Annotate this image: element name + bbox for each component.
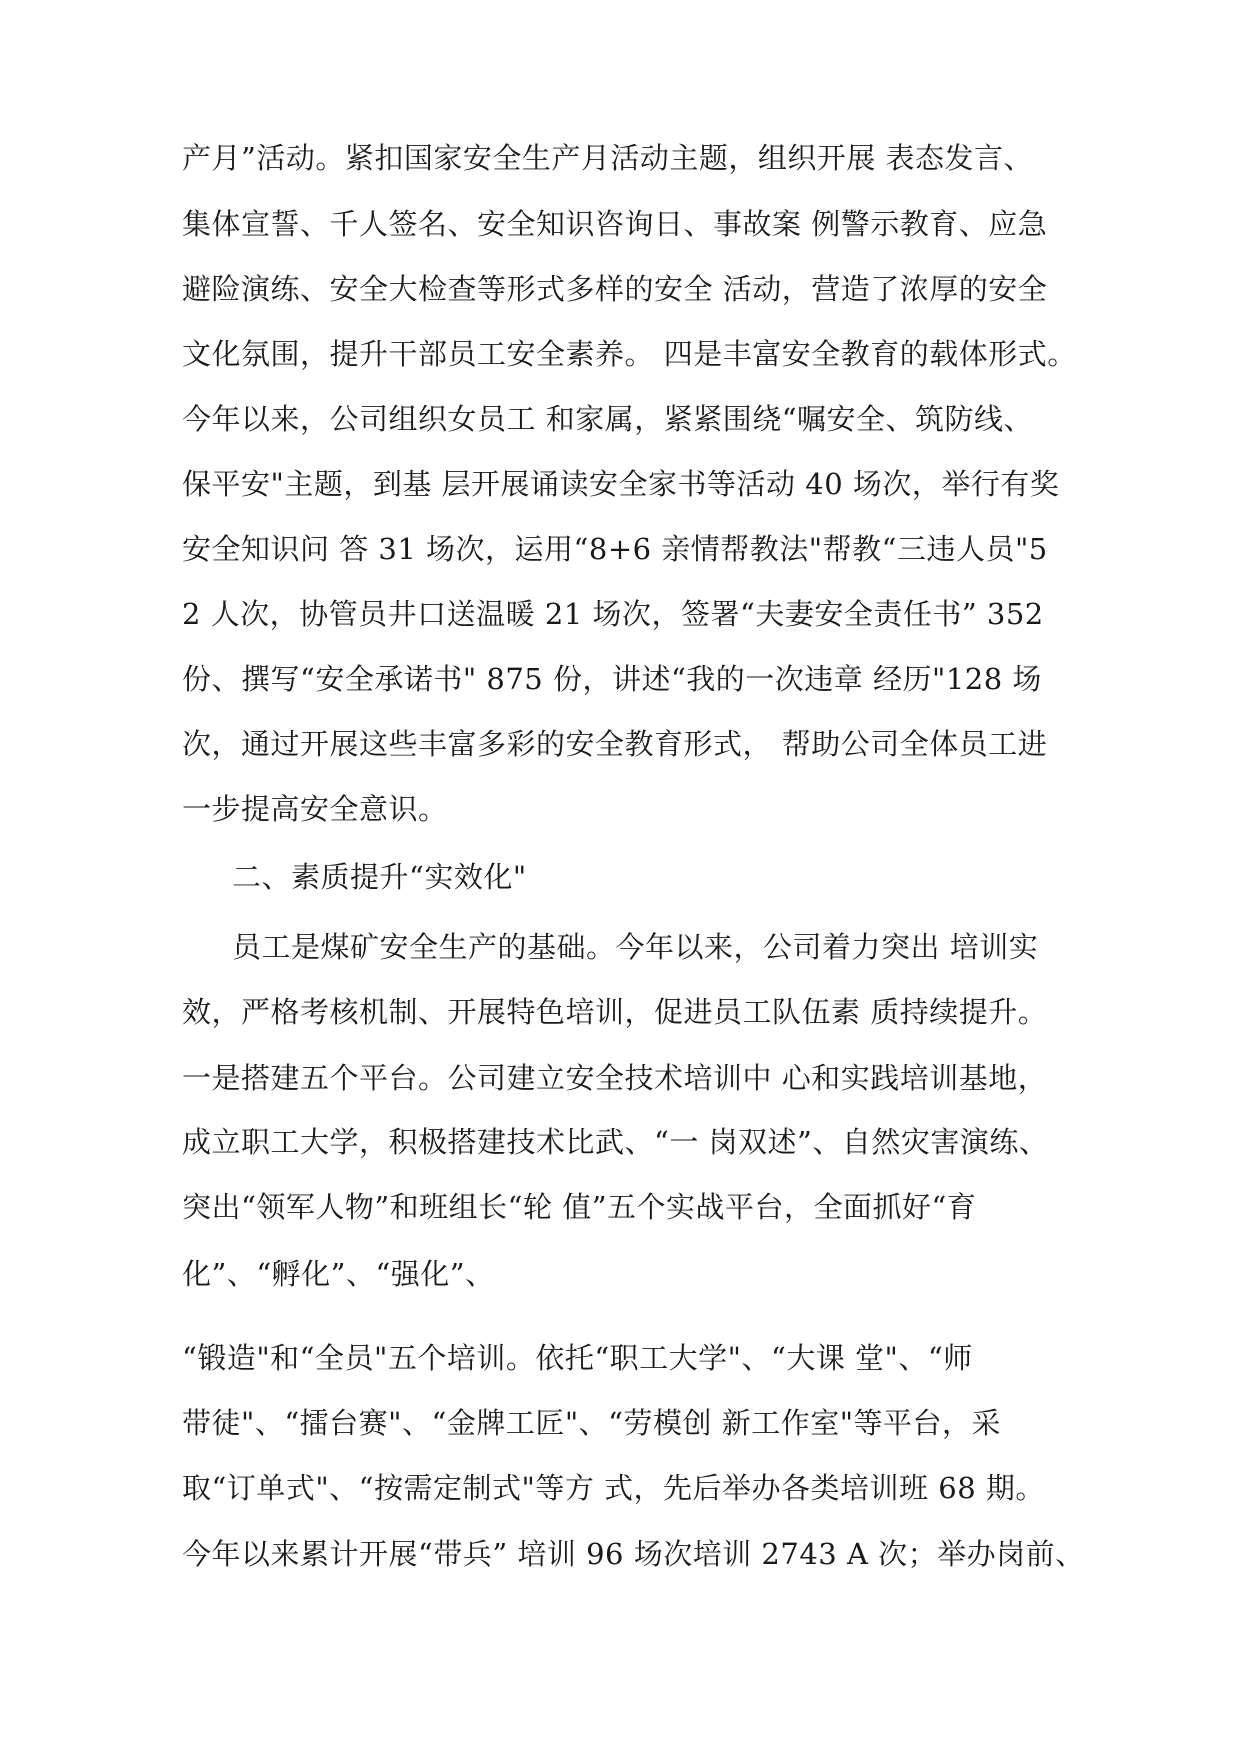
paragraph-2-line-2: 效，严格考核机制、开展特色培训，促进员工队伍素 质持续提升。 xyxy=(182,995,1048,1029)
paragraph-2-line-8: 带徒"、“擂台赛"、“金牌工匠"、“劳模创 新工作室"等平台，采 xyxy=(182,1406,1002,1440)
paragraph-1-line-7: 安全知识问 答 31 场次，运用“8+6 亲情帮教法"帮教“三违人员"5 xyxy=(182,532,1048,566)
paragraph-2-line-6: 化”、“孵化”、“强化”、 xyxy=(182,1257,495,1291)
paragraph-1-line-11: 一步提高安全意识。 xyxy=(182,792,448,826)
paragraph-2-line-1: 员工是煤矿安全生产的基础。今年以来，公司着力突出 培训实 xyxy=(232,930,1039,964)
paragraph-1-line-4: 文化氛围，提升干部员工安全素养。 四是丰富安全教育的载体形式。 xyxy=(182,337,1077,371)
paragraph-1-line-9: 份、撰写“安全承诺书" 875 份，讲述“我的一次违章 经历"128 场 xyxy=(182,662,1042,696)
paragraph-1-line-1: 产月”活动。紧扣国家安全生产月活动主题，组织开展 表态发言、 xyxy=(182,141,1034,175)
paragraph-1-line-5: 今年以来，公司组织女员工 和家属，紧紧围绕“嘱安全、筑防线、 xyxy=(182,402,1034,436)
paragraph-2-line-9: 取“订单式"、“按需定制式"等方 式，先后举办各类培训班 68 期。 xyxy=(182,1471,1045,1505)
paragraph-2-line-3: 一是搭建五个平台。公司建立安全技术培训中 心和实践培训基地， xyxy=(182,1061,1048,1095)
paragraph-2-line-4: 成立职工大学，积极搭建技术比武、“一 岗双述”、自然灾害演练、 xyxy=(182,1125,1049,1159)
paragraph-2-line-5: 突出“领军人物”和班组长“轮 值”五个实战平台，全面抓好“育 xyxy=(182,1190,977,1224)
paragraph-1-line-10: 次，通过开展这些丰富多彩的安全教育形式， 帮助公司全体员工进 xyxy=(182,727,1048,761)
paragraph-1-line-6: 保平安"主题，到基 层开展诵读安全家书等活动 40 场次，举行有奖 xyxy=(182,467,1060,501)
paragraph-1-line-3: 避险演练、安全大检查等形式多样的安全 活动，营造了浓厚的安全 xyxy=(182,272,1048,306)
paragraph-2-line-10: 今年以来累计开展“带兵” 培训 96 场次培训 2743 A 次；举办岗前、 xyxy=(182,1537,1085,1571)
paragraph-2-line-7: “锻造"和“全员"五个培训。依托“职工大学"、“大课 堂"、“师 xyxy=(182,1341,973,1375)
section-heading: 二、素质提升“实效化" xyxy=(232,860,527,894)
paragraph-1-line-2: 集体宣誓、千人签名、安全知识咨询日、事故案 例警示教育、应急 xyxy=(182,207,1048,241)
paragraph-1-line-8: 2 人次，协管员井口送温暖 21 场次，签署“夫妻安全责任书” 352 xyxy=(182,597,1044,631)
